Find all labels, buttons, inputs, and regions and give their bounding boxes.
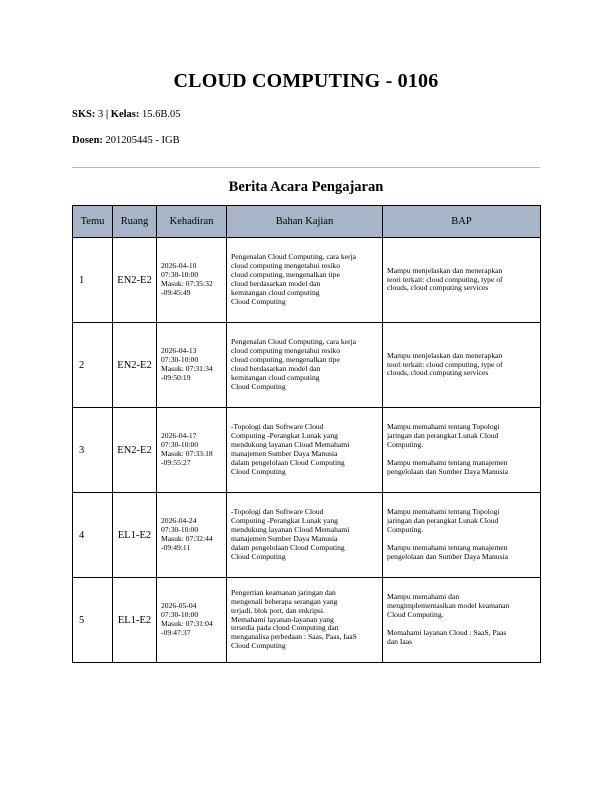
bap-line: Computing.: [387, 441, 424, 450]
dosen-label: Dosen:: [72, 135, 103, 146]
cell-temu: 2: [73, 323, 113, 408]
kehadiran-line: -09:55:27: [161, 458, 191, 467]
bahan-line: menganalisa perbedaan : Saas, Paas, IaaS: [231, 633, 357, 642]
teaching-record-table: [72, 205, 541, 663]
table-header-row: [73, 206, 541, 238]
kehadiran-line: 2026-04-13: [161, 347, 197, 356]
kehadiran-line: -09:49:11: [161, 543, 191, 552]
bap-paragraph: [387, 629, 536, 647]
kelas-label: Kelas:: [110, 109, 140, 120]
cell-bap: [383, 408, 541, 493]
cell-temu: 4: [73, 493, 113, 578]
cell-kehadiran: [157, 578, 227, 663]
bahan-line: -Topologi dan Software Cloud: [231, 423, 324, 432]
kehadiran-line: Masuk: 07:33:18: [161, 450, 213, 458]
bap-line: Mampu memahami tentang manajemen: [387, 458, 508, 467]
bahan-line: Cloud Computing: [231, 297, 286, 306]
header-kehadiran: Kehadiran: [157, 206, 227, 238]
paragraph-gap: [387, 535, 536, 544]
table-row: [73, 323, 541, 408]
cell-bahan-kajian: [227, 323, 383, 408]
bahan-line: dalam pengelolaan Cloud Computing: [231, 543, 345, 552]
bahan-line: Memahami layanan-layanan yang: [231, 615, 334, 624]
bap-line: Mampu memahami tentang manajemen: [387, 543, 508, 552]
cell-bahan-kajian: [227, 238, 383, 323]
bap-paragraph: [387, 508, 536, 535]
kelas-value: 15.6B.05: [141, 109, 181, 120]
bahan-line: Cloud Computing: [231, 552, 286, 561]
bahan-line: kemitangan cloud computing: [231, 288, 320, 297]
bahan-line: Computing -Perangkat Lunak yang: [231, 517, 338, 526]
bap-line: Mampu menjelaskan dan menerapkan: [387, 266, 503, 275]
cell-temu: 3: [73, 408, 113, 493]
cell-ruang: EN2-E2: [113, 238, 157, 323]
cell-bahan-kajian: [227, 578, 383, 663]
bahan-line: mengenali beberapa serangan yang: [231, 597, 338, 606]
cell-kehadiran: [157, 238, 227, 323]
bahan-line: kemitangan cloud computing: [231, 373, 320, 382]
kehadiran-line: 07:30-10:00: [161, 611, 199, 620]
document-title: CLOUD COMPUTING - 0106: [173, 70, 439, 92]
divider: [72, 167, 540, 168]
header-bap: BAP: [383, 206, 541, 238]
cell-ruang: EL1-E2: [113, 493, 157, 578]
bap-line: Mampu menjelaskan dan menerapkan: [387, 351, 503, 360]
bap-line: pengelolaan dan Sumber Daya Manusia: [387, 552, 509, 561]
cell-temu: 5: [73, 578, 113, 663]
table-body: [73, 238, 541, 663]
bahan-line: manajemen Sumber Daya Manusia: [231, 535, 338, 543]
bap-line: Mampu memahami dan: [387, 593, 460, 602]
table-row: [73, 408, 541, 493]
course-meta: [72, 109, 181, 120]
kehadiran-line: 2026-04-10: [161, 262, 197, 271]
bahan-line: Cloud Computing: [231, 467, 286, 476]
kehadiran-line: 2026-05-04: [161, 602, 197, 611]
bap-line: dan Iaas: [387, 637, 413, 646]
bahan-line: mendukung layanan Cloud Memahami: [231, 526, 350, 535]
kehadiran-line: -09:50:19: [161, 373, 191, 382]
bap-line: Mampu memahami tentang Topologi: [387, 508, 500, 517]
bahan-line: cloud computing, mengenalkan tipe: [231, 271, 340, 280]
table-row: [73, 493, 541, 578]
section-title: Berita Acara Pengajaran: [228, 179, 384, 195]
bap-line: mengimplementasikan model keamanan: [387, 602, 510, 611]
cell-temu: 1: [73, 238, 113, 323]
bahan-line: cloud computing mengetahui resiko: [231, 262, 341, 271]
bahan-line: Cloud Computing: [231, 642, 286, 651]
bahan-line: terjadi, blok port, dan enkripsi.: [231, 606, 325, 615]
bap-line: teori terkait: cloud computing, type of: [387, 275, 503, 284]
kehadiran-line: 07:30-10:00: [161, 356, 199, 365]
kehadiran-line: -09:47:37: [161, 628, 191, 637]
cell-kehadiran: [157, 408, 227, 493]
kehadiran-line: 2026-04-24: [161, 517, 197, 526]
bahan-line: mendukung layanan Cloud Memahami: [231, 441, 350, 450]
bap-line: clouds, cloud computing services: [387, 369, 489, 378]
bahan-line: Pengenalan Cloud Computing, cara kerja: [231, 253, 357, 262]
lecturer-meta: [72, 135, 180, 146]
bahan-line: Cloud Computing: [231, 382, 286, 391]
bahan-line: Computing -Perangkat Lunak yang: [231, 432, 338, 441]
cell-bap: [383, 323, 541, 408]
table-row: [73, 578, 541, 663]
kehadiran-line: Masuk: 07:35:32: [161, 280, 213, 288]
bahan-line: manajemen Sumber Daya Manusia: [231, 450, 338, 458]
bahan-line: cloud berdasarkan model dan: [231, 280, 321, 288]
bahan-line: cloud berdasarkan model dan: [231, 365, 321, 373]
bap-line: teori terkait: cloud computing, type of: [387, 360, 503, 369]
cell-kehadiran: [157, 323, 227, 408]
bap-line: Cloud Computing.: [387, 611, 444, 620]
cell-ruang: EN2-E2: [113, 323, 157, 408]
sks-label: SKS:: [72, 109, 96, 120]
kehadiran-line: Masuk: 07:31:34: [161, 365, 213, 373]
bap-line: pengelolaan dan Sumber Daya Manusia: [387, 467, 509, 476]
kehadiran-line: 07:30-10:00: [161, 441, 199, 450]
header-temu: Temu: [73, 206, 113, 238]
paragraph-gap: [387, 620, 536, 629]
bap-line: clouds, cloud computing services: [387, 284, 489, 293]
cell-ruang: EL1-E2: [113, 578, 157, 663]
cell-bahan-kajian: [227, 408, 383, 493]
bahan-line: -Topologi dan Software Cloud: [231, 508, 324, 517]
dosen-value: 201205445 - IGB: [105, 135, 180, 146]
header-bahan-kajian: Bahan Kajian: [227, 206, 383, 238]
bahan-line: Pengertian keamanan jaringan dan: [231, 588, 336, 597]
meta-separator: |: [105, 109, 109, 120]
bap-paragraph: [387, 267, 536, 294]
cell-kehadiran: [157, 493, 227, 578]
bap-paragraph: [387, 423, 536, 450]
kehadiran-line: Masuk: 07:31:04: [161, 620, 213, 628]
cell-bap: [383, 493, 541, 578]
bahan-line: cloud computing, mengenalkan tipe: [231, 356, 340, 365]
bahan-line: cloud computing mengetahui resiko: [231, 347, 341, 356]
kehadiran-line: 2026-04-17: [161, 432, 197, 441]
bap-paragraph: [387, 459, 536, 477]
bap-line: Mampu memahami tentang Topologi: [387, 423, 500, 432]
table-row: [73, 238, 541, 323]
bahan-line: Pengenalan Cloud Computing, cara kerja: [231, 338, 357, 347]
bap-paragraph: [387, 544, 536, 562]
paragraph-gap: [387, 450, 536, 459]
kehadiran-line: 07:30-10:00: [161, 271, 199, 280]
cell-bap: [383, 578, 541, 663]
bahan-line: dalam pengelolaan Cloud Computing: [231, 458, 345, 467]
bap-line: Memahami layanan Cloud : SaaS, Paas: [387, 628, 507, 637]
bahan-line: tersedia pada cloud Computing dan: [231, 624, 339, 633]
bap-line: Computing.: [387, 526, 424, 535]
header-ruang: Ruang: [113, 206, 157, 238]
cell-ruang: EN2-E2: [113, 408, 157, 493]
cell-bap: [383, 238, 541, 323]
bap-paragraph: [387, 352, 536, 379]
kehadiran-line: Masuk: 07:32:44: [161, 535, 213, 543]
bap-line: jaringan dan perangkat Lunak Cloud: [387, 517, 499, 526]
kehadiran-line: 07:30-10:00: [161, 526, 199, 535]
sks-value: 3: [97, 109, 104, 120]
cell-bahan-kajian: [227, 493, 383, 578]
bap-line: jaringan dan perangkat Lunak Cloud: [387, 432, 499, 441]
bap-paragraph: [387, 593, 536, 620]
kehadiran-line: -09:45:49: [161, 288, 191, 297]
